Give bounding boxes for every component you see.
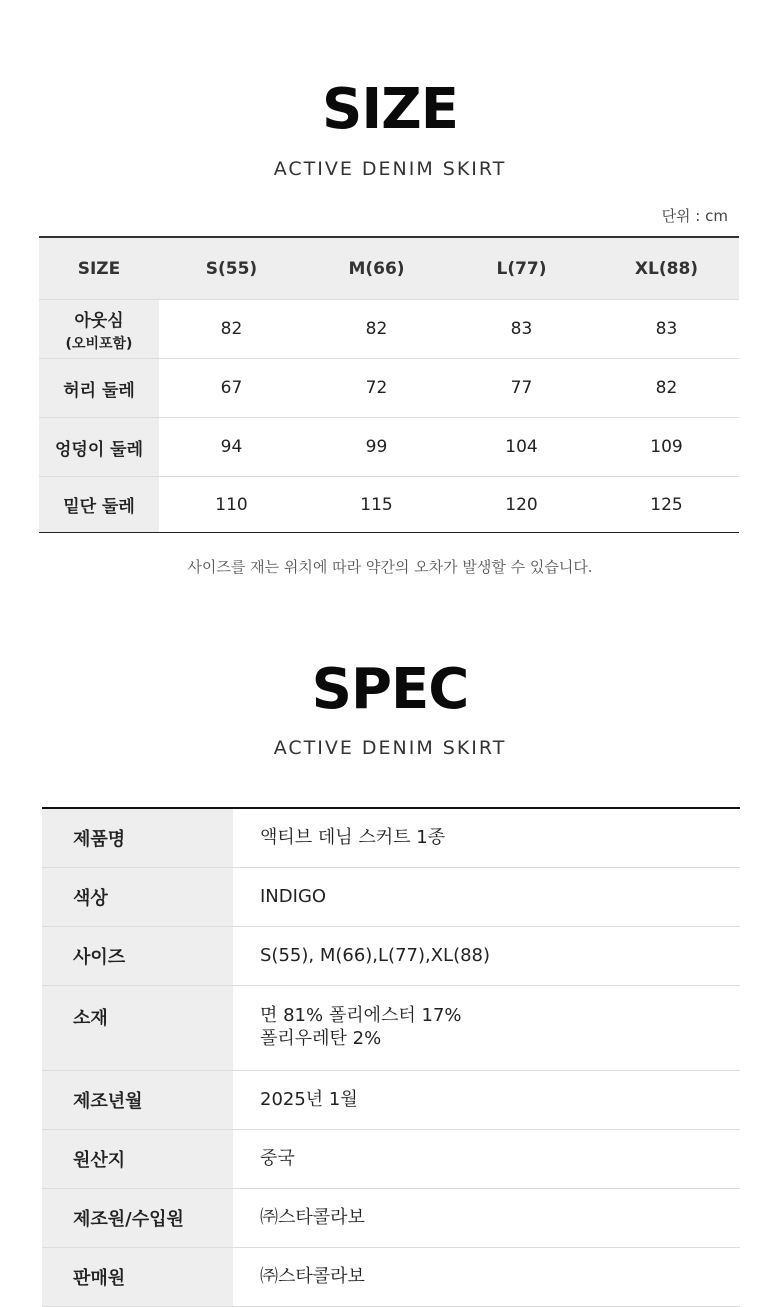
table-row — [39, 418, 739, 477]
unit-label: 단위 : cm — [661, 207, 728, 225]
spec-value — [233, 986, 740, 1070]
row-label-text: 아웃심 — [74, 310, 124, 331]
spec-row-manufacturer — [42, 1189, 740, 1248]
spec-key: 색상 — [42, 868, 233, 926]
header-cell-size: SIZE — [77, 258, 121, 279]
spec-subtitle: ACTIVE DENIM SKIRT — [273, 737, 507, 759]
header-cell-l: L(77) — [496, 258, 547, 279]
spec-row-size — [42, 927, 740, 986]
table-row — [39, 359, 739, 418]
table-row — [39, 300, 739, 359]
spec-value: ㈜스타콜라보 — [260, 1266, 365, 1288]
table-row — [39, 477, 739, 532]
spec-value: 2025년 1월 — [260, 1089, 358, 1111]
header-cell-xl: XL(88) — [634, 258, 699, 279]
spec-key: 소재 — [42, 986, 233, 1070]
spec-row-origin — [42, 1130, 740, 1189]
size-subtitle: ACTIVE DENIM SKIRT — [273, 158, 507, 180]
size-table-header — [39, 238, 739, 300]
spec-key: 제품명 — [42, 809, 233, 867]
table-cell: 99 — [365, 437, 388, 457]
spec-value-line: 면 81% 폴리에스터 17% — [260, 1005, 462, 1026]
spec-row-material — [42, 986, 740, 1071]
table-cell: 83 — [510, 319, 533, 339]
table-cell: 82 — [365, 319, 388, 339]
table-cell: 82 — [220, 319, 243, 339]
size-title: SIZE — [321, 77, 459, 142]
table-cell: 109 — [650, 437, 683, 457]
spec-table — [42, 807, 740, 1307]
table-cell: 115 — [360, 494, 393, 515]
spec-value: 액티브 데님 스커트 1종 — [260, 827, 446, 849]
row-label: 밑단 둘레 — [39, 477, 159, 532]
spec-key: 사이즈 — [42, 927, 233, 985]
row-label: 허리 둘레 — [39, 359, 159, 417]
table-cell: 82 — [655, 378, 678, 398]
spec-value: ㈜스타콜라보 — [260, 1207, 365, 1229]
measurement-note: 사이즈를 재는 위치에 따라 약간의 오차가 발생할 수 있습니다. — [187, 558, 593, 576]
table-cell: 125 — [650, 494, 683, 515]
spec-value-line: 폴리우레탄 2% — [260, 1028, 382, 1050]
spec-key: 원산지 — [42, 1130, 233, 1188]
table-cell: 94 — [220, 437, 243, 457]
spec-value: S(55), M(66),L(77),XL(88) — [260, 945, 491, 967]
spec-row-seller — [42, 1248, 740, 1307]
spec-row-color — [42, 868, 740, 927]
spec-value: 중국 — [260, 1148, 295, 1170]
table-cell: 120 — [505, 494, 538, 515]
row-label: 엉덩이 둘레 — [39, 418, 159, 476]
table-cell: 72 — [365, 378, 388, 398]
header-cell-s: S(55) — [205, 258, 258, 279]
spec-key: 판매원 — [42, 1248, 233, 1306]
row-sublabel-text: (오비포함) — [65, 335, 133, 352]
spec-row-manufacture-date — [42, 1071, 740, 1130]
spec-key: 제조원/수입원 — [42, 1189, 233, 1247]
spec-key: 제조년월 — [42, 1071, 233, 1129]
spec-value: INDIGO — [260, 886, 327, 908]
size-table — [39, 236, 739, 533]
table-cell: 77 — [510, 378, 533, 398]
table-cell: 83 — [655, 319, 678, 339]
row-label — [39, 300, 159, 358]
header-cell-m: M(66) — [348, 258, 405, 279]
table-cell: 110 — [215, 494, 248, 515]
table-cell: 104 — [505, 437, 538, 457]
spec-title: SPEC — [311, 657, 469, 722]
spec-row-product-name — [42, 809, 740, 868]
table-cell: 67 — [220, 378, 243, 398]
